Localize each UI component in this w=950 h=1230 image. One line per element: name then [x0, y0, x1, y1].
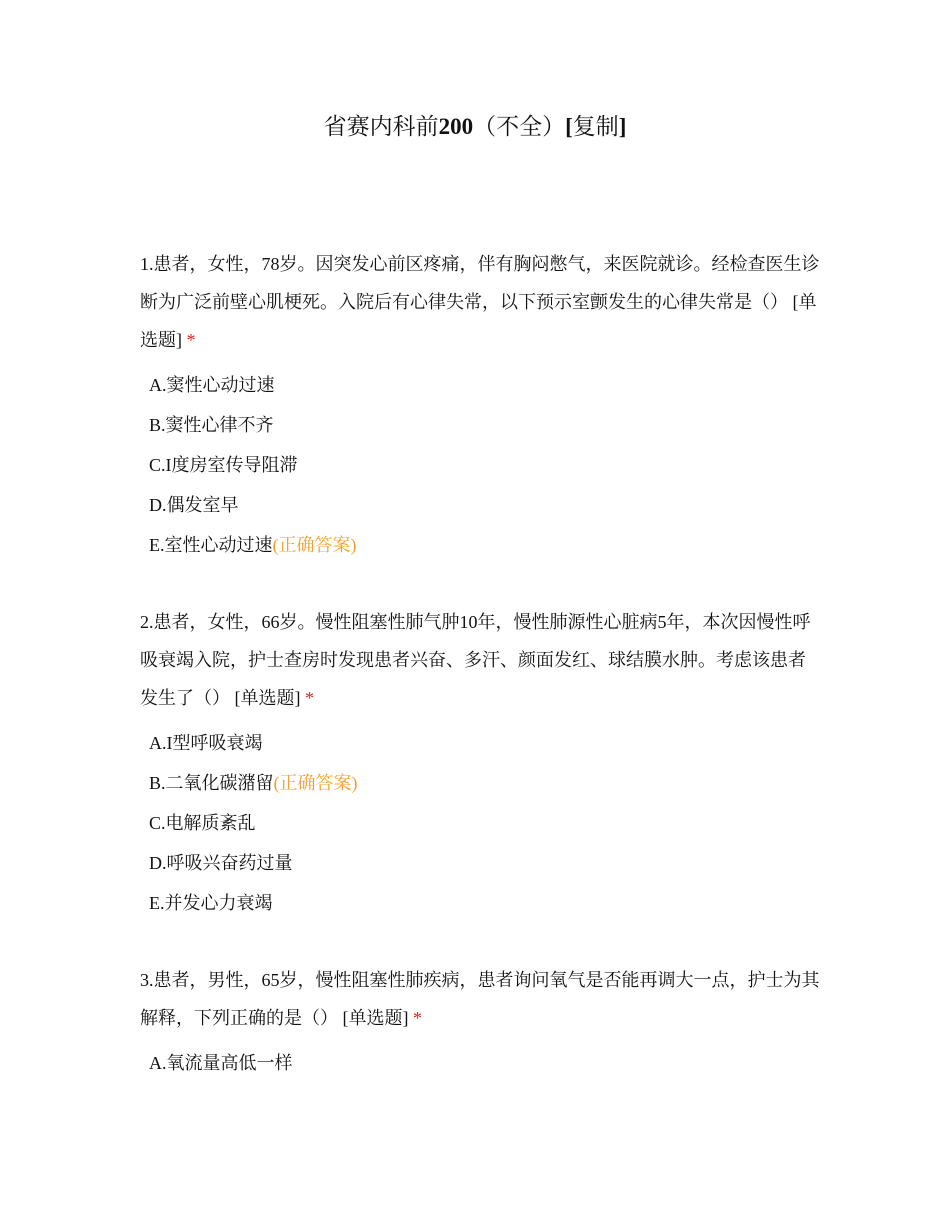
question-stem: 3.患者，男性，65岁，慢性阻塞性肺疾病，患者询问氧气是否能再调大一点，护士为其解释，下列正确的是（）: [140, 970, 820, 1028]
option-list: [149, 723, 820, 923]
option-d[interactable]: [149, 843, 820, 883]
question-stem: 2.患者，女性，66岁。慢性阻塞性肺气肿10年，慢性肺源性心脏病5年，本次因慢性呼吸衰竭入院，护士查房时发现患者兴奋、多汗、颜面发红、球结膜水肿。考虑该患者发生了（）: [140, 612, 811, 708]
title-prefix: 省赛内科前: [323, 114, 439, 139]
option-label: A.氧流量高低一样: [149, 1053, 293, 1073]
option-a[interactable]: [149, 1043, 820, 1083]
option-e[interactable]: [149, 883, 820, 923]
option-label: E.室性心动过速: [149, 535, 273, 555]
option-e[interactable]: [149, 525, 820, 565]
question-type: [单选题]: [342, 1008, 409, 1028]
option-label: D.偶发室早: [149, 495, 239, 515]
title-open-bracket: [: [565, 114, 573, 139]
title-copy: 复制: [572, 114, 619, 139]
question-text: [140, 245, 820, 359]
question-text: [140, 961, 820, 1037]
required-marker: *: [186, 330, 196, 350]
page-title: [0, 110, 950, 144]
required-marker: *: [413, 1008, 422, 1028]
correct-answer-note: (正确答案): [272, 535, 357, 555]
title-number: 200: [438, 114, 474, 139]
option-a[interactable]: [149, 365, 820, 405]
option-list: [149, 365, 820, 565]
question-2: [140, 603, 820, 923]
option-label: E.并发心力衰竭: [149, 893, 273, 913]
correct-answer-note: (正确答案): [273, 773, 358, 793]
question-type: [单选题]: [234, 688, 301, 708]
option-b[interactable]: [149, 763, 820, 803]
question-1: [140, 245, 820, 565]
option-c[interactable]: [149, 445, 820, 485]
option-label: D.呼吸兴奋药过量: [149, 853, 293, 873]
question-type: [单选题]: [140, 292, 817, 350]
option-label: B.二氧化碳潴留: [149, 773, 274, 793]
required-marker: *: [305, 688, 314, 708]
option-label: C.I度房室传导阻滞: [149, 455, 298, 475]
option-label: A.窦性心动过速: [149, 375, 275, 395]
option-label: B.窦性心律不齐: [149, 415, 274, 435]
option-d[interactable]: [149, 485, 820, 525]
option-label: A.I型呼吸衰竭: [149, 733, 263, 753]
option-a[interactable]: [149, 723, 820, 763]
question-stem: 1.患者，女性，78岁。因突发心前区疼痛，伴有胸闷憋气，来医院就诊。经检查医生诊断为广泛前壁心肌梗死。入院后有心律失常，以下预示室颤发生的心律失常是（）: [140, 254, 820, 312]
title-middle: （不全）: [473, 114, 566, 139]
option-label: C.电解质紊乱: [149, 813, 256, 833]
option-c[interactable]: [149, 803, 820, 843]
question-text: [140, 603, 820, 717]
option-b[interactable]: [149, 405, 820, 445]
title-close-bracket: ]: [618, 114, 627, 139]
question-3: [140, 961, 820, 1083]
option-list: [149, 1043, 820, 1083]
